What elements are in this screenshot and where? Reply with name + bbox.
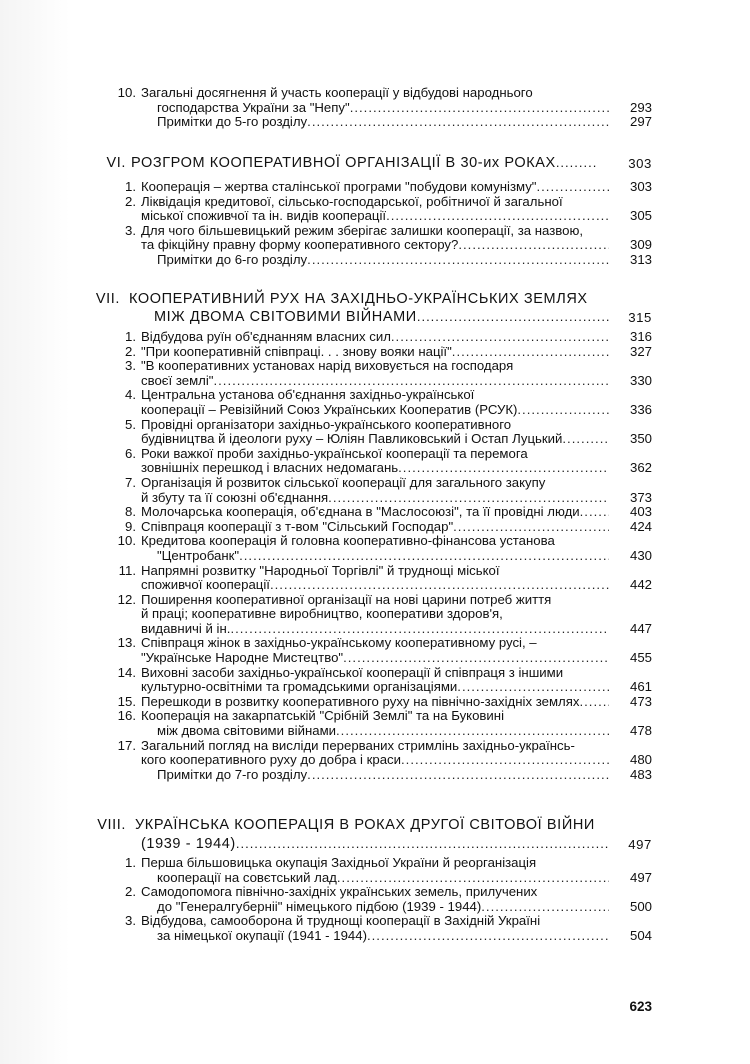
section-title-line xyxy=(141,837,609,852)
entry-number: 2. xyxy=(125,193,136,209)
entry-number: 8. xyxy=(125,504,136,520)
leader-dots xyxy=(536,180,609,195)
entry-text: споживчої кооперації xyxy=(141,578,270,593)
entry-page: 455 xyxy=(629,650,652,666)
entry-text: Організація й розвиток сільської кооперації для загального закупу xyxy=(141,475,546,490)
entry-text: та фікційну правну форму кооперативного сектору? xyxy=(141,238,459,253)
entry-page: 478 xyxy=(629,723,652,739)
leader-dots xyxy=(307,115,609,130)
entry-text: Роки важкої проби західньо-української кооперації та перемога xyxy=(141,446,528,461)
entry-text: своєї землі" xyxy=(141,373,214,388)
entry-page: 504 xyxy=(629,927,652,943)
toc-entry xyxy=(0,418,750,447)
entry-text: Примітки до 7-го розділу xyxy=(157,767,308,782)
entry-page: 483 xyxy=(629,766,652,782)
entry-page: 293 xyxy=(629,99,652,115)
toc-entry xyxy=(0,86,750,115)
toc-entry xyxy=(0,593,750,637)
entry-text: культурно-освітніми та громадськими організаціями xyxy=(141,680,458,695)
entry-text: Для чого більшевицький режим зберігає залишки кооперації, за назвою, xyxy=(141,223,583,238)
entry-text: й збуту та її союзні об'єднання xyxy=(141,490,329,505)
entry-page: 473 xyxy=(629,693,652,709)
entry-number: 1. xyxy=(125,855,136,870)
entry-number: 9. xyxy=(125,518,136,534)
leader-dots xyxy=(481,900,609,915)
section-title-line xyxy=(154,310,609,325)
entry-page: 330 xyxy=(629,372,652,388)
entry-text: й праці; кооперативне виробництво, кооперативи здоров'я, xyxy=(141,607,503,622)
toc-entry xyxy=(0,388,750,417)
entry-number: 1. xyxy=(125,329,136,344)
entry-text: Співпраця кооперації з т-вом "Сільський Господар" xyxy=(141,519,454,534)
entry-text: "В кооперативних установах нарід виховується на господаря xyxy=(141,359,514,374)
entry-number: 1. xyxy=(125,179,136,194)
leader-dots xyxy=(230,622,609,637)
entry-number: 10. xyxy=(117,85,136,100)
entry-text: Самодопомога північно-західніх українських земель, прилучених xyxy=(141,885,538,900)
toc-entry xyxy=(0,709,750,738)
entry-number: 3. xyxy=(125,913,136,929)
entry-text: Примітки до 5-го розділу xyxy=(157,115,308,130)
toc-entry xyxy=(0,534,750,563)
toc-entry xyxy=(0,914,750,943)
entry-text: кого кооперативного руху до добра і краси xyxy=(141,753,401,768)
entry-number: 10. xyxy=(117,533,136,549)
entry-page: 461 xyxy=(629,679,652,695)
entry-page: 327 xyxy=(629,343,652,359)
leader-dots xyxy=(239,549,609,564)
entry-page: 316 xyxy=(629,329,652,344)
entry-text: міської споживчої та ін. видів кооперації xyxy=(141,209,387,224)
entry-text: Центральна установа об'єднання західньо-української xyxy=(141,388,475,403)
entry-text: зовнішніх перешкод і власних недомагань xyxy=(141,461,399,476)
entry-text: господарства України за "Непу" xyxy=(157,100,350,115)
entry-number: 5. xyxy=(125,416,136,432)
entry-number: 2. xyxy=(125,343,136,359)
entry-page: 500 xyxy=(629,898,652,914)
entry-page: 447 xyxy=(629,620,652,636)
entry-page: 424 xyxy=(629,518,652,534)
toc-entry xyxy=(0,115,750,130)
entry-text: Поширення кооперативної організації на нові царини потреб життя xyxy=(141,592,552,607)
entry-number: 2. xyxy=(125,884,136,900)
toc-entry xyxy=(0,359,750,388)
entry-text: кооперації – Ревізійний Союз Українських Кооператив (РСУК) xyxy=(141,402,518,417)
entry-text: будівництва й ідеологи руху – Юліян Павликовський і Остап Луцький xyxy=(141,432,563,447)
leader-dots xyxy=(452,345,609,360)
toc-entry xyxy=(0,564,750,593)
leader-dots xyxy=(337,871,609,886)
section-roman: VI. xyxy=(106,155,126,171)
leader-dots xyxy=(401,753,609,768)
section-roman: VIII. xyxy=(97,817,126,833)
entry-text: Перешкоди в розвитку кооперативного руху на північно-західніх землях xyxy=(141,694,580,709)
entry-page: 350 xyxy=(629,431,652,447)
entry-page: 430 xyxy=(629,547,652,563)
entry-number: 12. xyxy=(117,591,136,607)
entry-text: Ліквідація кредитової, сільсько-господарської, робітничої й загальної xyxy=(141,194,563,209)
entry-page: 362 xyxy=(629,460,652,476)
entry-number xyxy=(0,253,141,268)
toc-block-vii xyxy=(0,330,750,782)
leader-dots xyxy=(580,505,609,520)
entry-page: 305 xyxy=(629,208,652,224)
toc-entry xyxy=(0,345,750,360)
entry-text: Провідні організатори західньо-українського кооперативного xyxy=(141,417,512,432)
entry-number: 16. xyxy=(117,708,136,724)
leader-dots xyxy=(517,403,609,418)
toc-entry xyxy=(0,505,750,520)
entry-page: 373 xyxy=(629,489,652,505)
entry-page: 497 xyxy=(629,869,652,885)
section-title: МІЖ ДВОМА СВІТОВИМИ ВІЙНАМИ xyxy=(154,309,417,325)
leader-dots xyxy=(307,253,609,268)
leader-dots xyxy=(367,929,609,944)
entry-text: Перша більшовицька окупація Західньої України й реорганізація xyxy=(141,856,537,870)
entry-text: "При кооперативній співпраці. . . знову вояки нації" xyxy=(141,344,452,359)
entry-text: Кооперація на закарпатській "Срібній Землі" та на Буковині xyxy=(141,709,505,724)
entry-text: Кредитова кооперація й головна кооперативно-фінансова установа xyxy=(141,534,555,549)
toc-entry xyxy=(0,695,750,710)
entry-number: 7. xyxy=(125,474,136,490)
leader-dots xyxy=(579,695,609,710)
leader-dots xyxy=(236,837,609,852)
entry-text: Співпраця жінок в західньо-українському кооперативному русі, – xyxy=(141,636,537,651)
toc-entry xyxy=(0,330,750,345)
entry-number xyxy=(0,115,141,130)
leader-dots xyxy=(398,461,609,476)
entry-text: Відбудова руїн об'єднанням власних сил xyxy=(141,330,391,344)
leader-dots xyxy=(556,156,596,171)
section-title: КООПЕРАТИВНИЙ РУХ НА ЗАХІДНЬО-УКРАЇНСЬКИХ ЗЕМЛЯХ xyxy=(129,291,588,307)
toc-entry xyxy=(0,768,750,783)
entry-page: 480 xyxy=(629,752,652,768)
entry-text: між двома світовими війнами xyxy=(157,724,337,739)
entry-text: Примітки до 6-го розділу xyxy=(157,252,308,267)
toc-entry xyxy=(0,447,750,476)
section-title: (1939 - 1944) xyxy=(141,836,236,852)
leader-dots xyxy=(386,209,609,224)
entry-text: Відбудова, самооборона й труднощі кооперації в Західній Україні xyxy=(141,914,541,929)
entry-text: до "Генералгуберніі" німецького підбою (1939 - 1944) xyxy=(157,899,482,914)
leader-dots xyxy=(391,330,609,345)
entry-page: 309 xyxy=(629,237,652,253)
entry-text: Загальний погляд на висліди перерваних стримлінь західньо-українсь- xyxy=(141,738,575,753)
toc-entry xyxy=(0,180,750,195)
entry-number: 17. xyxy=(117,737,136,753)
leader-dots xyxy=(562,432,609,447)
section-page: 303 xyxy=(628,156,652,171)
leader-dots xyxy=(328,491,609,506)
section-page: 497 xyxy=(628,837,652,852)
section-title: УКРАЇНСЬКА КООПЕРАЦІЯ В РОКАХ ДРУГОЇ СВІТОВОЇ ВІЙНИ xyxy=(135,817,595,833)
entry-page: 336 xyxy=(629,401,652,417)
leader-dots xyxy=(457,680,609,695)
entry-text: Кооперація – жертва сталінської програми "побудови комунізму" xyxy=(141,180,537,194)
leader-dots xyxy=(270,578,609,593)
page-number: 623 xyxy=(629,999,652,1014)
entry-number: 3. xyxy=(125,358,136,374)
leader-dots xyxy=(307,768,609,783)
leader-dots xyxy=(213,374,609,389)
entry-text: "Українське Народне Мистецтво" xyxy=(141,651,344,666)
leader-dots xyxy=(343,651,609,666)
entry-text: Виховні засоби західньо-української кооперації й співпраця з іншими xyxy=(141,665,564,680)
entry-page: 297 xyxy=(629,114,652,130)
leader-dots xyxy=(350,101,609,116)
toc-block-v-end xyxy=(0,86,750,130)
entry-number: 11. xyxy=(118,562,136,578)
toc-entry xyxy=(0,195,750,224)
entry-number: 6. xyxy=(125,445,136,461)
section-title: РОЗГРОМ КООПЕРАТИВНОЇ ОРГАНІЗАЦІЇ В 30-их РОКАХ xyxy=(131,155,556,171)
toc-entry xyxy=(0,885,750,914)
section-page: 315 xyxy=(628,310,652,325)
entry-number: 3. xyxy=(125,222,136,238)
entry-number: 4. xyxy=(125,387,136,403)
entry-text: видавничі й ін. xyxy=(141,621,231,636)
entry-text: Напрямні розвитку "Народньої Торгівлі" й труднощі міської xyxy=(141,563,500,578)
toc-entry xyxy=(0,636,750,665)
toc-entry xyxy=(0,476,750,505)
toc-entry xyxy=(0,739,750,768)
entry-text: "Центробанк" xyxy=(157,548,240,563)
toc-block-vi xyxy=(0,180,750,268)
toc-entry xyxy=(0,224,750,253)
entry-number xyxy=(0,768,141,783)
entry-number: 13. xyxy=(117,635,136,651)
toc-entry xyxy=(0,856,750,885)
entry-number: 15. xyxy=(117,693,136,709)
leader-dots xyxy=(336,724,609,739)
entry-page: 442 xyxy=(629,577,652,593)
leader-dots xyxy=(453,520,609,535)
entry-text: кооперації на совєтський лад xyxy=(157,870,337,885)
entry-text: за німецької окупації (1941 - 1944) xyxy=(157,928,367,943)
leader-dots xyxy=(417,310,609,325)
entry-page: 403 xyxy=(629,504,652,520)
toc-entry xyxy=(0,666,750,695)
section-title-line xyxy=(131,156,596,171)
entry-text: Молочарська кооперація, об'єднана в "Маслосоюзі", та її провідні люди xyxy=(141,505,580,520)
toc-entry xyxy=(0,520,750,535)
entry-page: 313 xyxy=(629,251,652,267)
toc-block-viii xyxy=(0,856,750,944)
toc-entry xyxy=(0,253,750,268)
section-roman: VII. xyxy=(95,291,120,307)
entry-page: 303 xyxy=(629,179,652,194)
leader-dots xyxy=(458,238,609,253)
entry-text: Загальні досягнення й участь кооперації у відбудові народнього xyxy=(141,86,533,100)
entry-number: 14. xyxy=(117,664,136,680)
